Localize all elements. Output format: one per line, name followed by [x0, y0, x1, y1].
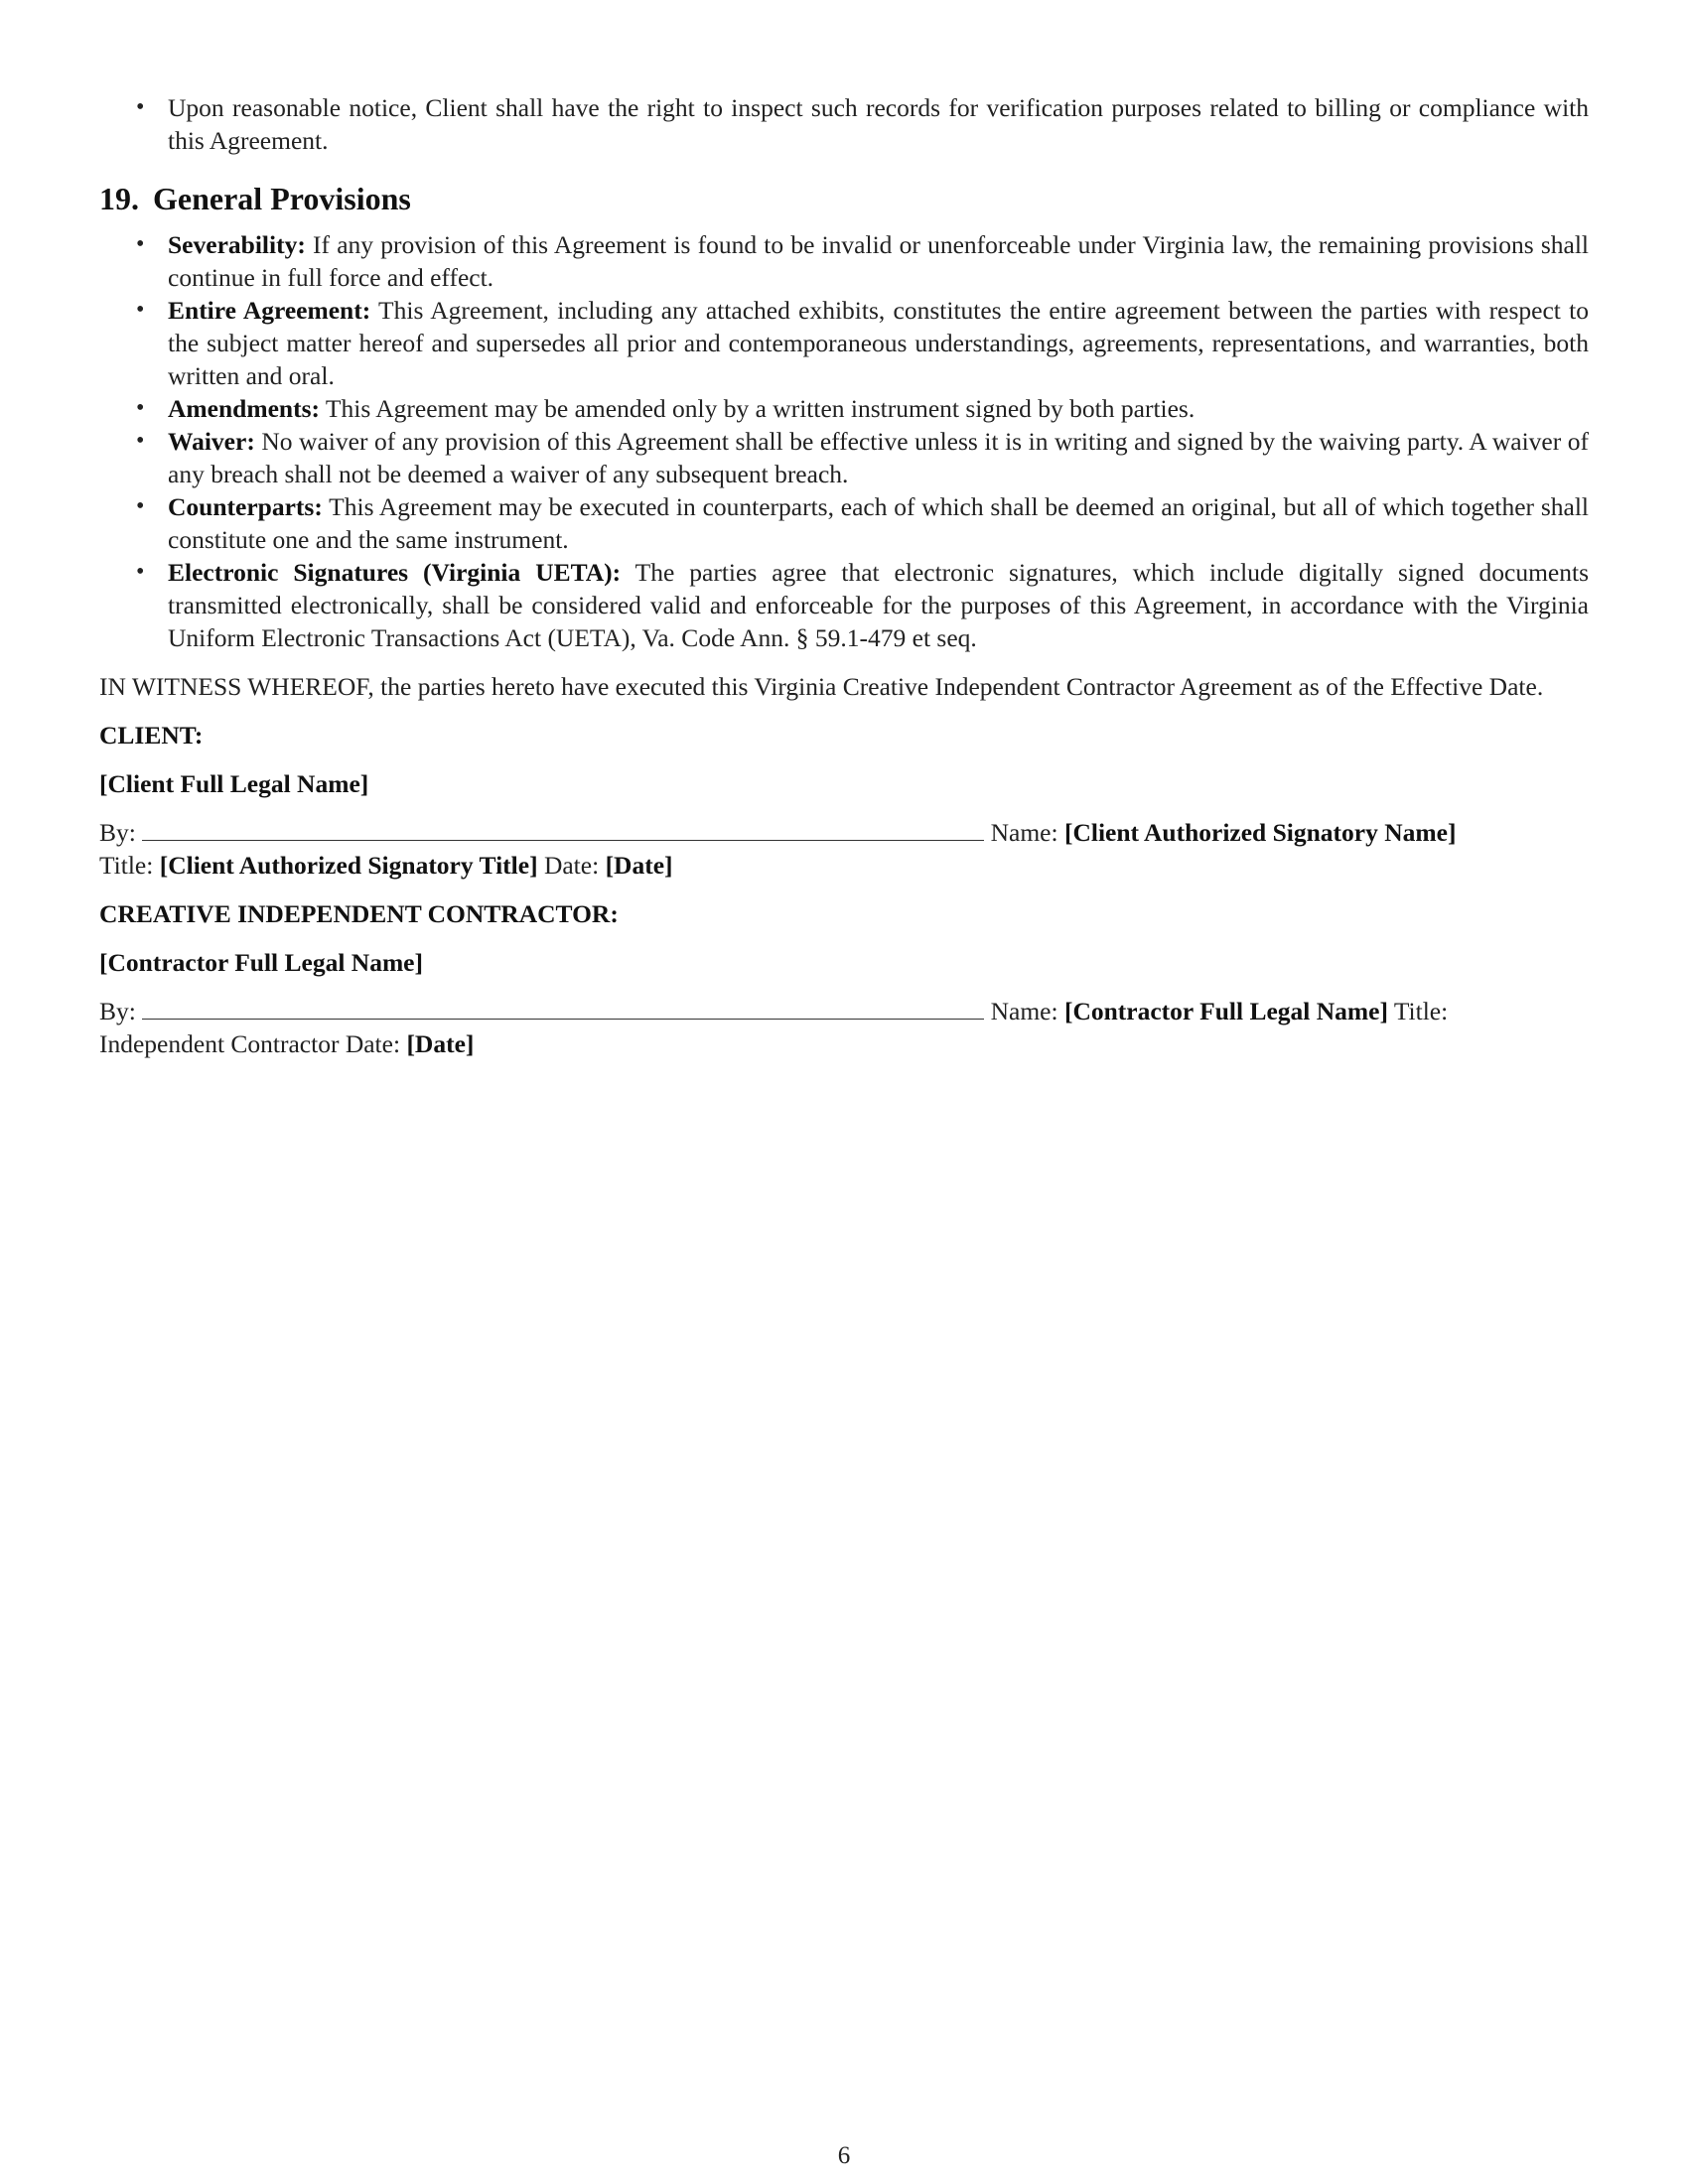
list-item — [99, 425, 1589, 490]
client-date-value: [Date] — [605, 851, 673, 880]
item-text: This Agreement, including any attached exhibits, constitutes the entire agreement between the parties with respect to the subject matter hereof and supersedes all prior and contemporaneous understandings, agreements, representations, and warranties, both written and oral. — [168, 296, 1590, 390]
contractor-date-value: [Date] — [406, 1029, 475, 1058]
item-term: Counterparts: — [168, 492, 323, 521]
item-text: No waiver of any provision of this Agreement shall be effective unless it is in writing and signed by the waiving party. A waiver of any breach shall not be deemed a waiver of any subsequent breach. — [168, 427, 1589, 488]
item-term: Amendments: — [168, 394, 320, 423]
contractor-signature-block — [99, 995, 1589, 1060]
contractor-name-value: [Contractor Full Legal Name] — [1063, 997, 1388, 1025]
client-heading-text: CLIENT: — [99, 721, 204, 750]
client-date-label: Date: — [543, 851, 600, 880]
item-text: If any provision of this Agreement is found to be invalid or unenforceable under Virginia law, the remaining provisions shall continue in full force and effect. — [168, 230, 1589, 292]
list-item — [99, 556, 1589, 654]
item-term: Electronic Signatures (Virginia UETA): — [168, 558, 622, 587]
client-title-label: Title: — [99, 851, 154, 880]
section-heading — [99, 179, 1589, 218]
contractor-by-label: By: — [99, 997, 136, 1025]
section-number: 19. — [99, 181, 139, 216]
contractor-title-label: Title: — [1393, 997, 1449, 1025]
item-term: Waiver: — [168, 427, 255, 456]
list-item — [99, 228, 1589, 294]
contractor-heading — [99, 897, 1589, 930]
contractor-heading-text: CREATIVE INDEPENDENT CONTRACTOR: — [99, 899, 619, 928]
item-text: This Agreement may be executed in counterparts, each of which shall be deemed an original, but all of which together shall constitute one and the same instrument. — [168, 492, 1589, 554]
page-number: 6 — [837, 2142, 851, 2169]
client-name-text: [Client Full Legal Name] — [99, 769, 369, 798]
client-by-label: By: — [99, 818, 136, 847]
client-name-value: [Client Authorized Signatory Name] — [1063, 818, 1457, 847]
document-page — [99, 91, 1589, 1060]
contractor-name — [99, 946, 1589, 979]
witness-paragraph: IN WITNESS WHEREOF, the parties hereto have executed this Virginia Creative Independent Contractor Agreement as of the Effective Date. — [99, 672, 1544, 701]
client-signature-block — [99, 816, 1589, 882]
contractor-date-label: Date: — [345, 1029, 401, 1058]
item-term: Severability: — [168, 230, 306, 259]
list-item — [99, 392, 1589, 425]
contractor-signature-line[interactable] — [142, 995, 984, 1020]
records-item-text: Upon reasonable notice, Client shall have the right to inspect such records for verification purposes related to billing or compliance with this Agreement. — [168, 93, 1589, 155]
list-item — [99, 490, 1589, 556]
client-name — [99, 767, 1589, 800]
section-title: General Provisions — [153, 181, 411, 216]
contractor-name-label: Name: — [990, 997, 1058, 1025]
general-provisions-list — [99, 228, 1589, 654]
item-text: The parties agree that electronic signatures, which include digitally signed documents transmitted electronically, shall be considered valid and enforceable for the purposes of this Agreement, in accordance with the Virginia Uniform Electronic Transactions Act (UETA), Va. Code Ann. § 59.1-479 et seq. — [168, 558, 1589, 652]
list-item — [99, 91, 1589, 157]
client-heading — [99, 719, 1589, 751]
contractor-name-text: [Contractor Full Legal Name] — [99, 948, 423, 977]
item-text: This Agreement may be amended only by a written instrument signed by both parties. — [325, 394, 1196, 423]
contractor-title-value: Independent Contractor — [99, 1029, 340, 1058]
list-item — [99, 294, 1589, 392]
item-term: Entire Agreement: — [168, 296, 371, 325]
client-signature-line[interactable] — [142, 816, 984, 841]
records-list — [99, 91, 1589, 157]
client-name-label: Name: — [990, 818, 1058, 847]
client-title-value: [Client Authorized Signatory Title] — [159, 851, 538, 880]
